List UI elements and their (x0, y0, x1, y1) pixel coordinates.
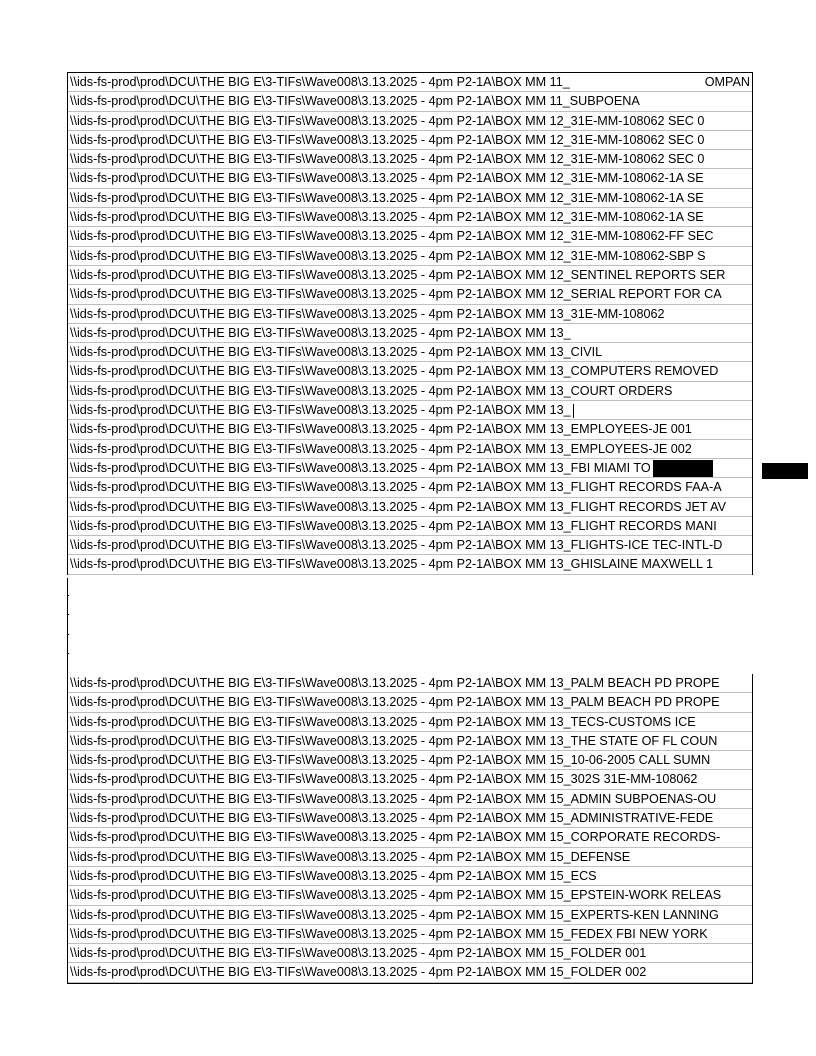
path-prefix: \\ids-fs-prod\prod\DCU\THE BIG E\3-TIFs\Wave008\3.13.2025 - 4pm P2-1A\BOX MM (70, 849, 550, 864)
file-path-row (68, 112, 752, 131)
file-path-row (68, 73, 752, 92)
path-prefix: \\ids-fs-prod\prod\DCU\THE BIG E\3-TIFs\Wave008\3.13.2025 - 4pm P2-1A\BOX MM (70, 907, 550, 922)
path-suffix: 15_CORPORATE RECORDS- (549, 830, 721, 845)
file-path-row (68, 536, 752, 555)
path-prefix: \\ids-fs-prod\prod\DCU\THE BIG E\3-TIFs\Wave008\3.13.2025 - 4pm P2-1A\BOX MM (70, 441, 550, 456)
path-prefix: \\ids-fs-prod\prod\DCU\THE BIG E\3-TIFs\Wave008\3.13.2025 - 4pm P2-1A\BOX MM (70, 888, 550, 903)
path-suffix: 13_EMPLOYEES-JE 002 (549, 441, 692, 456)
file-path-row (68, 401, 752, 420)
path-suffix: 13_EMPLOYEES-JE 001 (549, 422, 692, 437)
file-path-row (68, 809, 752, 828)
path-suffix: 13_CIVIL (549, 345, 603, 360)
path-prefix: \\ids-fs-prod\prod\DCU\THE BIG E\3-TIFs\Wave008\3.13.2025 - 4pm P2-1A\BOX MM (70, 190, 550, 205)
path-prefix: \\ids-fs-prod\prod\DCU\THE BIG E\3-TIFs\Wave008\3.13.2025 - 4pm P2-1A\BOX MM (70, 830, 550, 845)
path-prefix: \\ids-fs-prod\prod\DCU\THE BIG E\3-TIFs\Wave008\3.13.2025 - 4pm P2-1A\BOX MM (70, 518, 550, 533)
path-suffix: 13_COMPUTERS REMOVED (549, 364, 719, 379)
file-path-row (68, 92, 752, 111)
path-prefix: \\ids-fs-prod\prod\DCU\THE BIG E\3-TIFs\Wave008\3.13.2025 - 4pm P2-1A\BOX MM (70, 94, 550, 109)
file-path-row (68, 886, 752, 905)
path-suffix: 11_SUBPOENA (549, 94, 640, 109)
file-path-row (68, 189, 752, 208)
path-suffix: 15_ADMIN SUBPOENAS-OU (549, 791, 717, 806)
path-suffix: 13_ (549, 403, 571, 418)
file-path-row (68, 169, 752, 188)
text-cursor (573, 404, 574, 418)
path-prefix: \\ids-fs-prod\prod\DCU\THE BIG E\3-TIFs\Wave008\3.13.2025 - 4pm P2-1A\BOX MM (70, 306, 550, 321)
file-path-row (68, 362, 752, 381)
path-suffix: 12_31E-MM-108062-1A SE (549, 171, 704, 186)
file-path-row (68, 150, 752, 169)
path-suffix: 12_31E-MM-108062 SEC 0 (549, 132, 705, 147)
file-path-row (68, 925, 752, 944)
path-suffix: 13_ (549, 325, 571, 340)
path-suffix: 12_SENTINEL REPORTS SER (549, 267, 726, 282)
file-path-row (68, 555, 752, 574)
file-path-row (68, 906, 752, 925)
path-prefix: \\ids-fs-prod\prod\DCU\THE BIG E\3-TIFs\Wave008\3.13.2025 - 4pm P2-1A\BOX MM (70, 480, 550, 495)
path-prefix: \\ids-fs-prod\prod\DCU\THE BIG E\3-TIFs\Wave008\3.13.2025 - 4pm P2-1A\BOX MM (70, 868, 550, 883)
file-path-row (68, 440, 752, 459)
path-prefix: \\ids-fs-prod\prod\DCU\THE BIG E\3-TIFs\Wave008\3.13.2025 - 4pm P2-1A\BOX MM (70, 772, 550, 787)
file-path-row (68, 247, 752, 266)
file-path-row (68, 498, 752, 517)
path-suffix: 15_FOLDER 002 (549, 965, 647, 980)
path-suffix: 15_302S 31E-MM-108062 (549, 772, 698, 787)
path-prefix: \\ids-fs-prod\prod\DCU\THE BIG E\3-TIFs\Wave008\3.13.2025 - 4pm P2-1A\BOX MM (70, 676, 550, 690)
file-path-row (68, 848, 752, 867)
path-prefix: \\ids-fs-prod\prod\DCU\THE BIG E\3-TIFs\Wave008\3.13.2025 - 4pm P2-1A\BOX MM (70, 345, 550, 360)
path-prefix: \\ids-fs-prod\prod\DCU\THE BIG E\3-TIFs\Wave008\3.13.2025 - 4pm P2-1A\BOX MM (70, 403, 550, 418)
path-suffix: 13_FLIGHT RECORDS MANI (549, 518, 717, 533)
path-suffix: 13_PALM BEACH PD PROPE (549, 676, 720, 690)
blank-region (67, 578, 752, 674)
file-path-row (68, 420, 752, 439)
path-suffix: 13_FBI MIAMI TO (549, 460, 651, 475)
file-path-row (68, 944, 752, 963)
path-suffix: 12_31E-MM-108062 SEC 0 (549, 152, 705, 167)
file-path-row (68, 459, 752, 478)
file-path-row (68, 828, 752, 847)
path-prefix: \\ids-fs-prod\prod\DCU\THE BIG E\3-TIFs\Wave008\3.13.2025 - 4pm P2-1A\BOX MM (70, 325, 550, 340)
file-path-row (68, 478, 752, 497)
path-suffix: 15_FOLDER 001 (549, 946, 647, 961)
path-suffix: 12_31E-MM-108062-1A SE (549, 190, 704, 205)
path-prefix: \\ids-fs-prod\prod\DCU\THE BIG E\3-TIFs\Wave008\3.13.2025 - 4pm P2-1A\BOX MM (70, 499, 550, 514)
path-suffix: 13_GHISLAINE MAXWELL 1 (549, 557, 713, 572)
path-suffix: 15_10-06-2005 CALL SUMN (549, 753, 711, 768)
path-prefix: \\ids-fs-prod\prod\DCU\THE BIG E\3-TIFs\Wave008\3.13.2025 - 4pm P2-1A\BOX MM (70, 965, 550, 980)
path-suffix: 13_FLIGHTS-ICE TEC-INTL-D (549, 538, 723, 553)
file-path-row (68, 208, 752, 227)
path-prefix: \\ids-fs-prod\prod\DCU\THE BIG E\3-TIFs\Wave008\3.13.2025 - 4pm P2-1A\BOX MM (70, 364, 550, 379)
file-path-row (68, 266, 752, 285)
path-prefix: \\ids-fs-prod\prod\DCU\THE BIG E\3-TIFs\Wave008\3.13.2025 - 4pm P2-1A\BOX MM (70, 132, 550, 147)
path-prefix: \\ids-fs-prod\prod\DCU\THE BIG E\3-TIFs\Wave008\3.13.2025 - 4pm P2-1A\BOX MM (70, 210, 550, 225)
path-suffix: 12_31E-MM-108062-1A SE (549, 210, 704, 225)
path-suffix: 13_31E-MM-108062 (549, 306, 665, 321)
path-prefix: \\ids-fs-prod\prod\DCU\THE BIG E\3-TIFs\Wave008\3.13.2025 - 4pm P2-1A\BOX MM (70, 422, 550, 437)
file-path-row (68, 285, 752, 304)
file-path-row (68, 693, 752, 712)
redaction-bar (653, 460, 713, 477)
path-suffix: 13_THE STATE OF FL COUN (549, 733, 718, 748)
path-prefix: \\ids-fs-prod\prod\DCU\THE BIG E\3-TIFs\Wave008\3.13.2025 - 4pm P2-1A\BOX MM (70, 229, 550, 244)
file-path-row (68, 131, 752, 150)
path-suffix: 13_COURT ORDERS (549, 383, 673, 398)
path-prefix: \\ids-fs-prod\prod\DCU\THE BIG E\3-TIFs\Wave008\3.13.2025 - 4pm P2-1A\BOX MM (70, 791, 550, 806)
file-path-row (68, 227, 752, 246)
path-prefix: \\ids-fs-prod\prod\DCU\THE BIG E\3-TIFs\Wave008\3.13.2025 - 4pm P2-1A\BOX MM (70, 557, 550, 572)
file-path-row (68, 517, 752, 536)
file-path-table-bottom (67, 674, 753, 984)
file-path-row (68, 343, 752, 362)
overflow-text: OMPAN (704, 75, 750, 89)
path-suffix: 15_FEDEX FBI NEW YORK (549, 926, 708, 941)
file-path-table-top (67, 72, 753, 575)
file-path-row (68, 713, 752, 732)
file-path-row (68, 324, 752, 343)
file-path-row (68, 674, 752, 693)
file-path-row (68, 382, 752, 401)
path-prefix: \\ids-fs-prod\prod\DCU\THE BIG E\3-TIFs\Wave008\3.13.2025 - 4pm P2-1A\BOX MM (70, 287, 550, 302)
path-suffix: 12_31E-MM-108062-FF SEC (549, 229, 714, 244)
path-suffix: 13_PALM BEACH PD PROPE (549, 695, 720, 710)
path-suffix: 15_EPSTEIN-WORK RELEAS (549, 888, 722, 903)
path-prefix: \\ids-fs-prod\prod\DCU\THE BIG E\3-TIFs\Wave008\3.13.2025 - 4pm P2-1A\BOX MM (70, 695, 550, 710)
path-prefix: \\ids-fs-prod\prod\DCU\THE BIG E\3-TIFs\Wave008\3.13.2025 - 4pm P2-1A\BOX MM (70, 267, 550, 282)
path-suffix: 15_ADMINISTRATIVE-FEDE (549, 811, 714, 826)
path-prefix: \\ids-fs-prod\prod\DCU\THE BIG E\3-TIFs\Wave008\3.13.2025 - 4pm P2-1A\BOX MM (70, 926, 550, 941)
file-path-row (68, 751, 752, 770)
file-path-row (68, 305, 752, 324)
path-suffix: 15_EXPERTS-KEN LANNING (549, 907, 719, 922)
path-suffix: 12_31E-MM-108062 SEC 0 (549, 113, 705, 128)
path-prefix: \\ids-fs-prod\prod\DCU\THE BIG E\3-TIFs\Wave008\3.13.2025 - 4pm P2-1A\BOX MM (70, 460, 550, 475)
file-path-row (68, 963, 752, 982)
path-suffix: 12_SERIAL REPORT FOR CA (549, 287, 722, 302)
file-path-row (68, 867, 752, 886)
path-prefix: \\ids-fs-prod\prod\DCU\THE BIG E\3-TIFs\Wave008\3.13.2025 - 4pm P2-1A\BOX MM (70, 753, 550, 768)
path-prefix: \\ids-fs-prod\prod\DCU\THE BIG E\3-TIFs\Wave008\3.13.2025 - 4pm P2-1A\BOX MM (70, 113, 550, 128)
path-suffix: 15_DEFENSE (549, 849, 631, 864)
redaction-box (762, 463, 808, 479)
path-prefix: \\ids-fs-prod\prod\DCU\THE BIG E\3-TIFs\Wave008\3.13.2025 - 4pm P2-1A\BOX MM (70, 383, 550, 398)
path-prefix: \\ids-fs-prod\prod\DCU\THE BIG E\3-TIFs\Wave008\3.13.2025 - 4pm P2-1A\BOX MM (70, 248, 550, 263)
path-suffix: 13_FLIGHT RECORDS FAA-A (549, 480, 722, 495)
file-path-row (68, 790, 752, 809)
path-prefix: \\ids-fs-prod\prod\DCU\THE BIG E\3-TIFs\Wave008\3.13.2025 - 4pm P2-1A\BOX MM (70, 811, 550, 826)
path-suffix: 11_ (549, 75, 570, 89)
path-prefix: \\ids-fs-prod\prod\DCU\THE BIG E\3-TIFs\Wave008\3.13.2025 - 4pm P2-1A\BOX MM (70, 714, 550, 729)
file-path-row (68, 770, 752, 789)
path-prefix: \\ids-fs-prod\prod\DCU\THE BIG E\3-TIFs\Wave008\3.13.2025 - 4pm P2-1A\BOX MM (70, 152, 550, 167)
path-prefix: \\ids-fs-prod\prod\DCU\THE BIG E\3-TIFs\Wave008\3.13.2025 - 4pm P2-1A\BOX MM (70, 171, 550, 186)
path-prefix: \\ids-fs-prod\prod\DCU\THE BIG E\3-TIFs\Wave008\3.13.2025 - 4pm P2-1A\BOX MM (70, 733, 550, 748)
path-suffix: 13_TECS-CUSTOMS ICE (549, 714, 696, 729)
path-suffix: 15_ECS (549, 868, 597, 883)
path-suffix: 12_31E-MM-108062-SBP S (549, 248, 706, 263)
path-prefix: \\ids-fs-prod\prod\DCU\THE BIG E\3-TIFs\Wave008\3.13.2025 - 4pm P2-1A\BOX MM (70, 75, 550, 89)
file-path-row (68, 732, 752, 751)
path-prefix: \\ids-fs-prod\prod\DCU\THE BIG E\3-TIFs\Wave008\3.13.2025 - 4pm P2-1A\BOX MM (70, 538, 550, 553)
path-prefix: \\ids-fs-prod\prod\DCU\THE BIG E\3-TIFs\Wave008\3.13.2025 - 4pm P2-1A\BOX MM (70, 946, 550, 961)
path-suffix: 13_FLIGHT RECORDS JET AV (549, 499, 727, 514)
